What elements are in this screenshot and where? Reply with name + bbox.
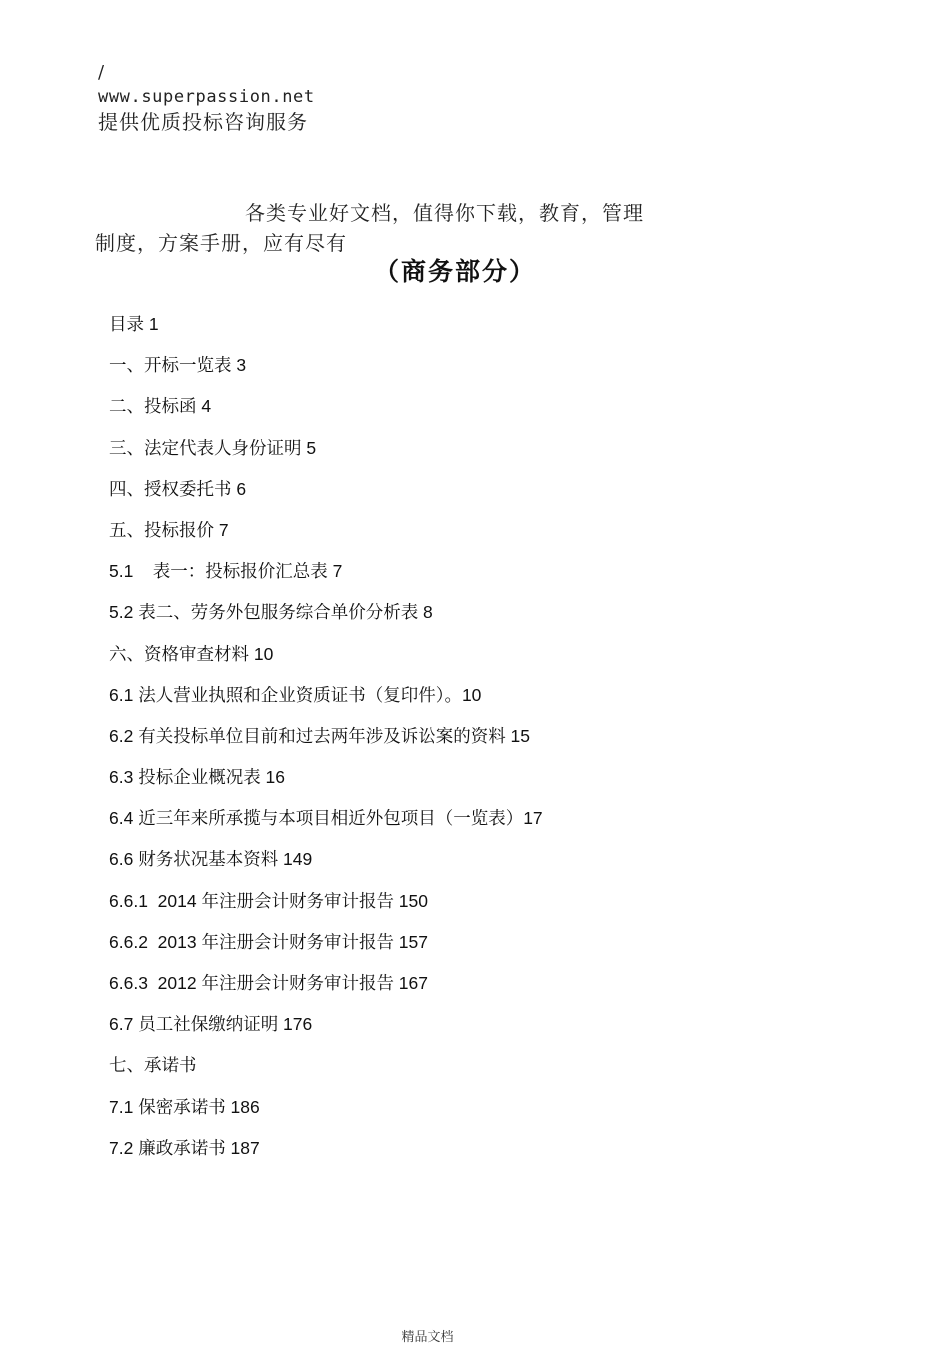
toc-item: 二、投标函 4 — [109, 396, 212, 417]
website-url: www.superpassion.net — [98, 87, 315, 107]
toc-item: 6.2 有关投标单位目前和过去两年涉及诉讼案的资料 15 — [109, 725, 531, 746]
header-block — [98, 60, 315, 135]
toc-item: 6.3 投标企业概况表 16 — [109, 767, 286, 788]
toc-item: 七、承诺书 — [109, 1055, 197, 1076]
toc-item: 6.6.1 2014 年注册会计财务审计报告 150 — [109, 890, 428, 911]
promo-line-1: 各类专业好文档，值得你下载，教育，管理 — [245, 201, 644, 225]
table-of-contents — [109, 312, 543, 1177]
promo-text — [95, 198, 695, 258]
toc-item: 6.6.3 2012 年注册会计财务审计报告 167 — [109, 973, 428, 993]
toc-item: 7.2 廉政承诺书 187 — [109, 1137, 260, 1158]
section-title: （商务部分） — [373, 257, 536, 286]
toc-item: 三、法定代表人身份证明 5 — [109, 437, 317, 458]
toc-item: 六、资格审查材料 10 — [109, 643, 274, 664]
toc-item: 四、授权委托书 6 — [109, 478, 247, 499]
toc-item: 五、投标报价 7 — [109, 519, 229, 540]
footer-note: 精品文档 — [401, 1330, 454, 1345]
toc-item: 6.6 财务状况基本资料 149 — [109, 849, 313, 870]
toc-item: 5.1 表一：投标报价汇总表 7 — [109, 561, 343, 582]
toc-item: 目录 1 — [109, 314, 159, 334]
toc-item: 5.2 表二、劳务外包服务综合单价分析表 8 — [109, 602, 433, 623]
toc-item: 7.1 保密承诺书 186 — [109, 1096, 260, 1117]
toc-item: 6.4 近三年来所承揽与本项目相近外包项目（一览表）17 — [109, 808, 543, 829]
promo-line-2: 制度，方案手册，应有尽有 — [95, 231, 347, 255]
toc-item: 6.7 员工社保缴纳证明 176 — [109, 1014, 313, 1035]
toc-item: 一、开标一览表 3 — [109, 355, 247, 376]
toc-item: 6.1 法人营业执照和企业资质证书（复印件）。10 — [109, 684, 482, 705]
header-slash: / — [98, 62, 105, 83]
toc-item: 6.6.2 2013 年注册会计财务审计报告 157 — [109, 931, 428, 952]
service-tagline: 提供优质投标咨询服务 — [98, 110, 308, 134]
